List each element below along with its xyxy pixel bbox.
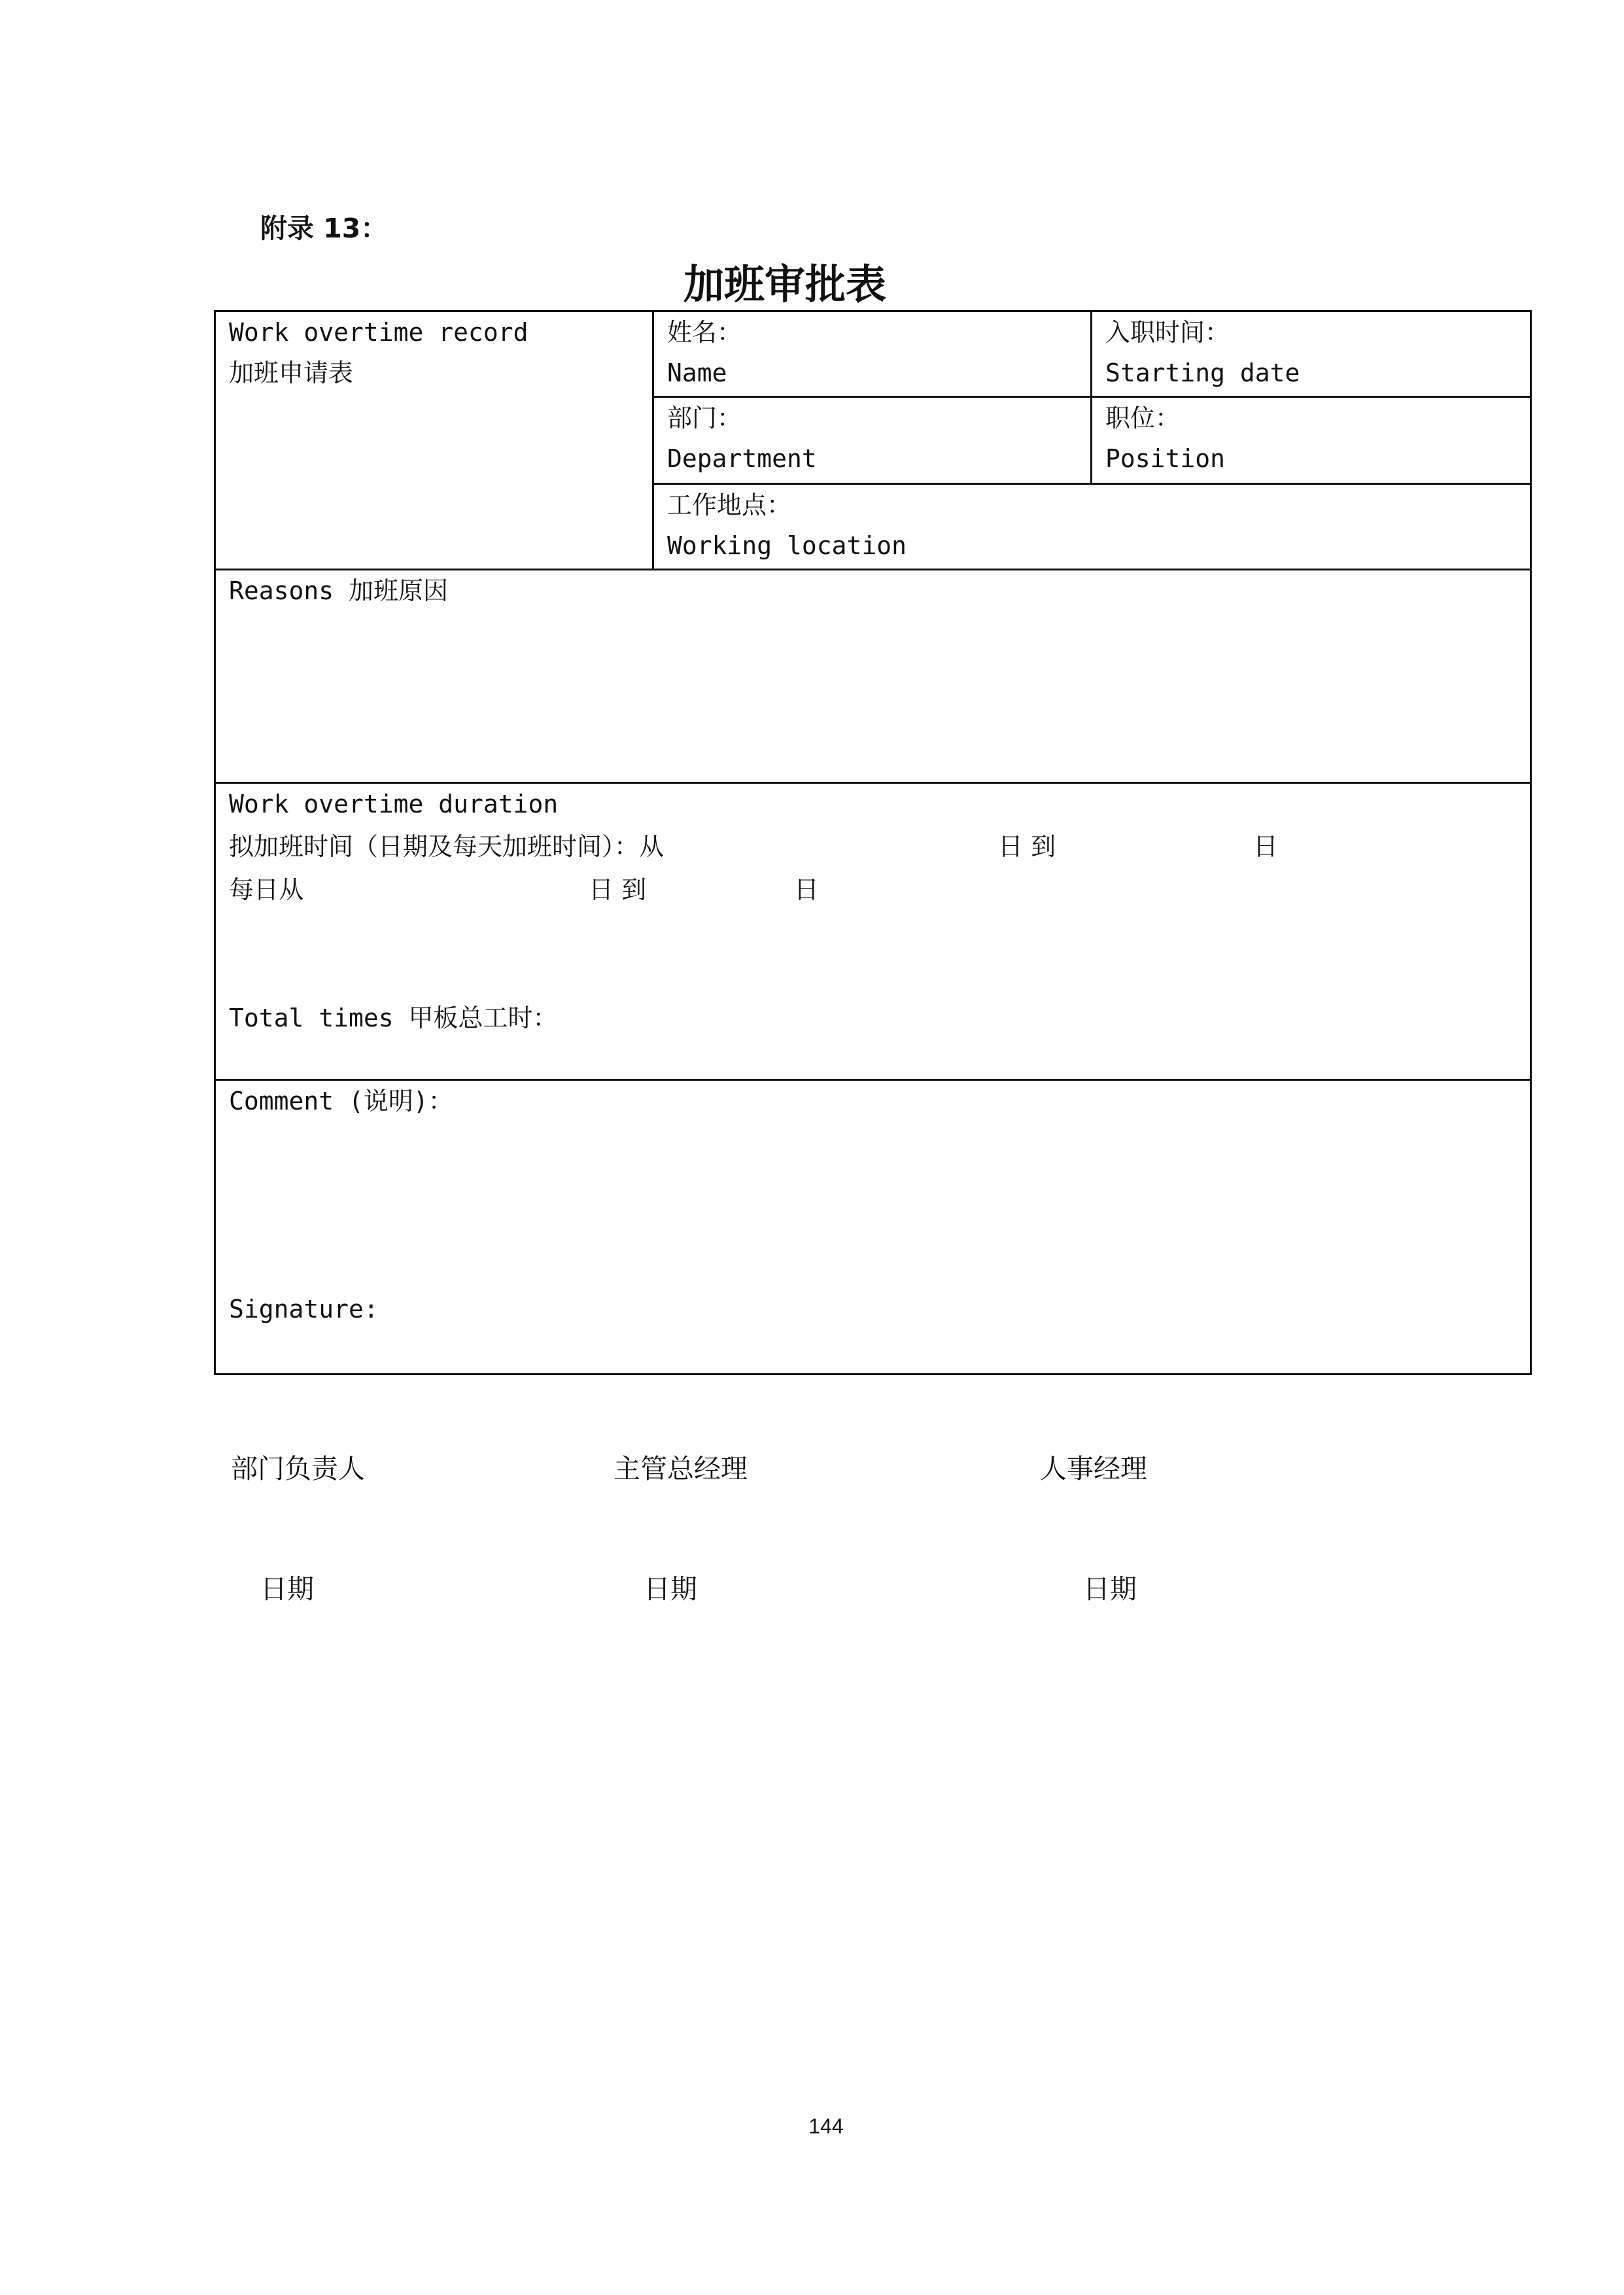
dept-head-label: 部门负责人 — [231, 1453, 365, 1484]
name-label-en: Name — [667, 359, 727, 387]
date-label-hr: 日期 — [1083, 1573, 1137, 1605]
hr-manager-label: 人事经理 — [1040, 1453, 1147, 1484]
date-label-dept-head: 日期 — [260, 1573, 314, 1605]
starting-date-label-en: Starting date — [1105, 359, 1300, 387]
page-number: 144 — [808, 2114, 844, 2138]
reasons-label: Reasons 加班原因 — [229, 576, 449, 605]
duration-label-en: Work overtime duration — [229, 790, 559, 818]
signature-label: Signature: — [229, 1295, 379, 1323]
duration-label-cn: 拟加班时间（日期及每天加班时间）：从 — [229, 832, 665, 861]
name-field[interactable] — [654, 312, 1090, 393]
department-field[interactable] — [654, 398, 1090, 479]
comment-label: Comment (说明)： — [229, 1087, 453, 1115]
record-cell — [216, 312, 652, 393]
reasons-field[interactable] — [216, 570, 1532, 782]
position-label-cn: 职位： — [1105, 404, 1181, 432]
overtime-form — [214, 310, 1532, 1375]
department-label-cn: 部门： — [667, 404, 742, 432]
daily-day: 日 — [794, 875, 820, 904]
comment-field[interactable] — [216, 1081, 1532, 1375]
daily-day-to: 日 到 — [589, 875, 647, 904]
starting-date-label-cn: 入职时间： — [1105, 318, 1230, 347]
department-label-en: Department — [667, 444, 817, 473]
duration-day: 日 — [1253, 832, 1279, 861]
daily-from-label: 每日从 — [229, 875, 304, 904]
working-location-label-cn: 工作地点： — [667, 491, 792, 519]
form-title: 加班审批表 — [683, 260, 886, 308]
appendix-label: 附录 13： — [260, 213, 388, 244]
position-field[interactable] — [1092, 398, 1532, 479]
record-label-cn: 加班申请表 — [229, 359, 354, 387]
duration-day-to: 日 到 — [998, 832, 1056, 861]
working-location-field[interactable] — [654, 485, 1532, 566]
date-label-gm: 日期 — [644, 1573, 697, 1605]
name-label-cn: 姓名： — [667, 318, 742, 347]
gm-label: 主管总经理 — [613, 1453, 748, 1484]
starting-date-field[interactable] — [1092, 312, 1532, 393]
total-times-label: Total times 甲板总工时： — [229, 1004, 558, 1032]
working-location-label-en: Working location — [667, 531, 907, 560]
position-label-en: Position — [1105, 444, 1226, 473]
record-label-en: Work overtime record — [229, 318, 528, 347]
